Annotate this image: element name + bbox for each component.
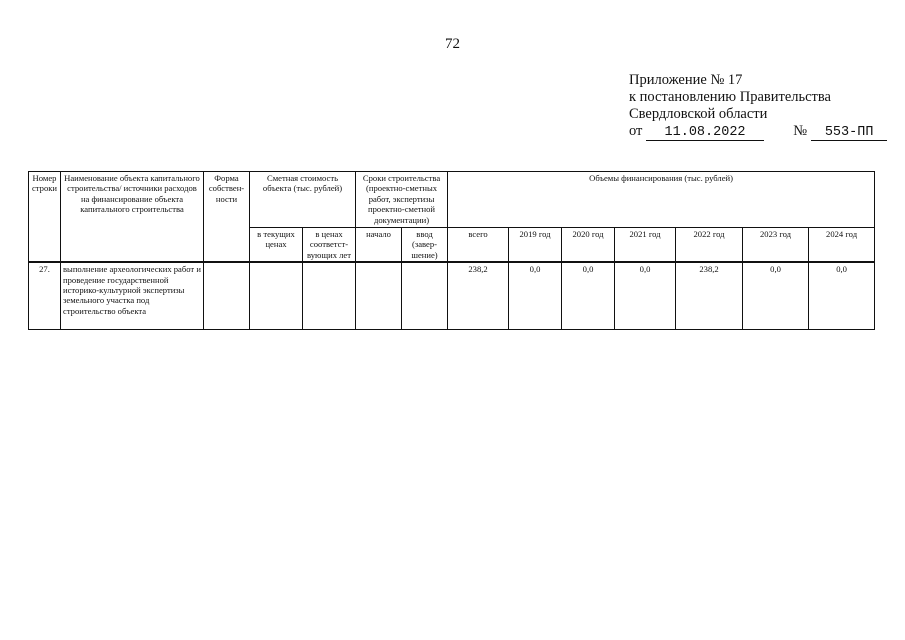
cell-2022: 238,2	[676, 262, 743, 330]
cell-commissioning	[402, 262, 448, 330]
cell-2020: 0,0	[562, 262, 615, 330]
header-financing: Объемы финансирования (тыс. рублей)	[448, 172, 875, 228]
cell-2023: 0,0	[743, 262, 809, 330]
appendix-resolution: к постановлению Правительства	[629, 89, 831, 105]
header-2020: 2020 год	[562, 228, 615, 263]
header-start: начало	[356, 228, 402, 263]
cell-2021: 0,0	[615, 262, 676, 330]
cell-total: 238,2	[448, 262, 509, 330]
cell-row-number: 27.	[29, 262, 61, 330]
header-2019: 2019 год	[509, 228, 562, 263]
header-construction-terms: Сроки строительства (проектно-сметных работ, экспертизы проектно-сметной документации)	[356, 172, 448, 228]
cell-current-prices	[250, 262, 303, 330]
date-value: 11.08.2022	[646, 126, 764, 141]
header-2023: 2023 год	[743, 228, 809, 263]
header-object-name: Наименование объекта капитального строительства/ источники расходов на финансирование объекта капитального строительства	[61, 172, 204, 263]
cell-2024: 0,0	[809, 262, 875, 330]
header-current-prices: в текущих ценах	[250, 228, 303, 263]
page-number: 72	[445, 36, 460, 52]
table-row	[29, 262, 875, 330]
number-value: 553-ПП	[811, 126, 887, 141]
header-total: всего	[448, 228, 509, 263]
cell-object-name: выполнение археологических работ и проведение государственной историко-культурной экспертизы земельного участка под строительство объекта	[61, 262, 204, 330]
header-row-number: Номер строки	[29, 172, 61, 263]
cell-start	[356, 262, 402, 330]
header-2024: 2024 год	[809, 228, 875, 263]
cell-corresponding-prices	[303, 262, 356, 330]
appendix-title: Приложение № 17	[629, 72, 743, 88]
appendix-block	[629, 72, 887, 141]
header-ownership: Форма собствен-ности	[204, 172, 250, 263]
header-corresponding-prices: в ценах соответст-вующих лет	[303, 228, 356, 263]
header-estimated-cost: Сметная стоимость объекта (тыс. рублей)	[250, 172, 356, 228]
financing-table	[28, 171, 875, 330]
cell-ownership	[204, 262, 250, 330]
cell-2019: 0,0	[509, 262, 562, 330]
number-prefix: №	[793, 123, 808, 139]
header-2022: 2022 год	[676, 228, 743, 263]
appendix-region: Свердловской области	[629, 106, 768, 122]
appendix-date-line	[629, 123, 887, 141]
date-prefix: от	[629, 123, 643, 139]
header-commissioning: ввод (завер-шение)	[402, 228, 448, 263]
header-2021: 2021 год	[615, 228, 676, 263]
